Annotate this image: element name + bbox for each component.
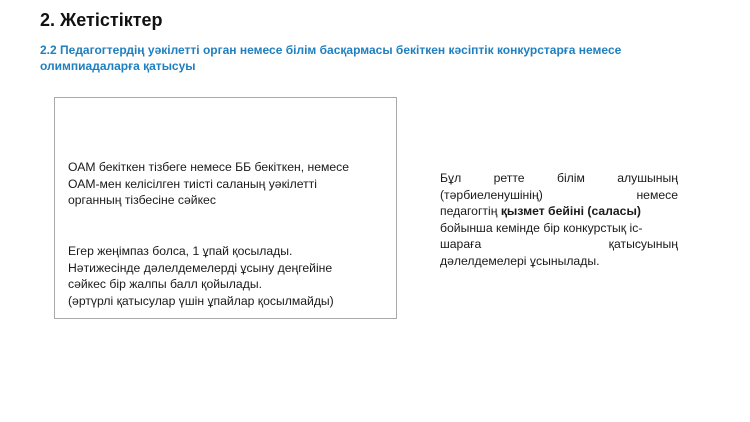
criteria-line: ОАМ бекіткен тізбеге немесе ББ бекіткен, немесе [68,160,350,174]
scoring-paragraph [68,243,393,309]
evidence-line: дәлелдемелері ұсынылады. [440,253,600,268]
criteria-list-paragraph [68,159,393,209]
evidence-line [440,203,678,220]
evidence-line: шараға қатысуының [440,237,678,251]
scoring-line: Егер жеңімпаз болса, 1 ұпай қосылады. [68,244,293,258]
evidence-line: бойынша кемінде бір конкурстық іс- [440,220,643,235]
slide-subtitle: 2.2 Педагогтердің уәкілетті орган немесе білім басқармасы бекіткен кәсіптік конкурстарға немесе олимпиадаларға қатысуы [40,43,622,73]
evidence-line: Бұл ретте білім алушының [440,171,678,185]
criteria-box [54,97,397,319]
evidence-line-bold: қызмет бейіні (саласы) [500,204,641,218]
evidence-line-prefix: педагогтің [440,204,501,218]
scoring-line: Нәтижесінде дәлелдемелерді ұсыну деңгейіне [68,260,333,275]
criteria-line: органның тізбесіне сәйкес [68,193,216,207]
evidence-line: (тәрбиеленушінің) немесе [440,187,678,202]
slide-title: 2. Жетістіктер [40,10,163,30]
scoring-line: (әртүрлі қатысулар үшін ұпайлар қосылмайды) [68,293,334,308]
evidence-note [440,170,678,269]
scoring-line: сәйкес бір жалпы балл қойылады. [68,277,262,291]
criteria-line: ОАМ-мен келісілген тиісті саланың уәкілетті [68,176,317,191]
